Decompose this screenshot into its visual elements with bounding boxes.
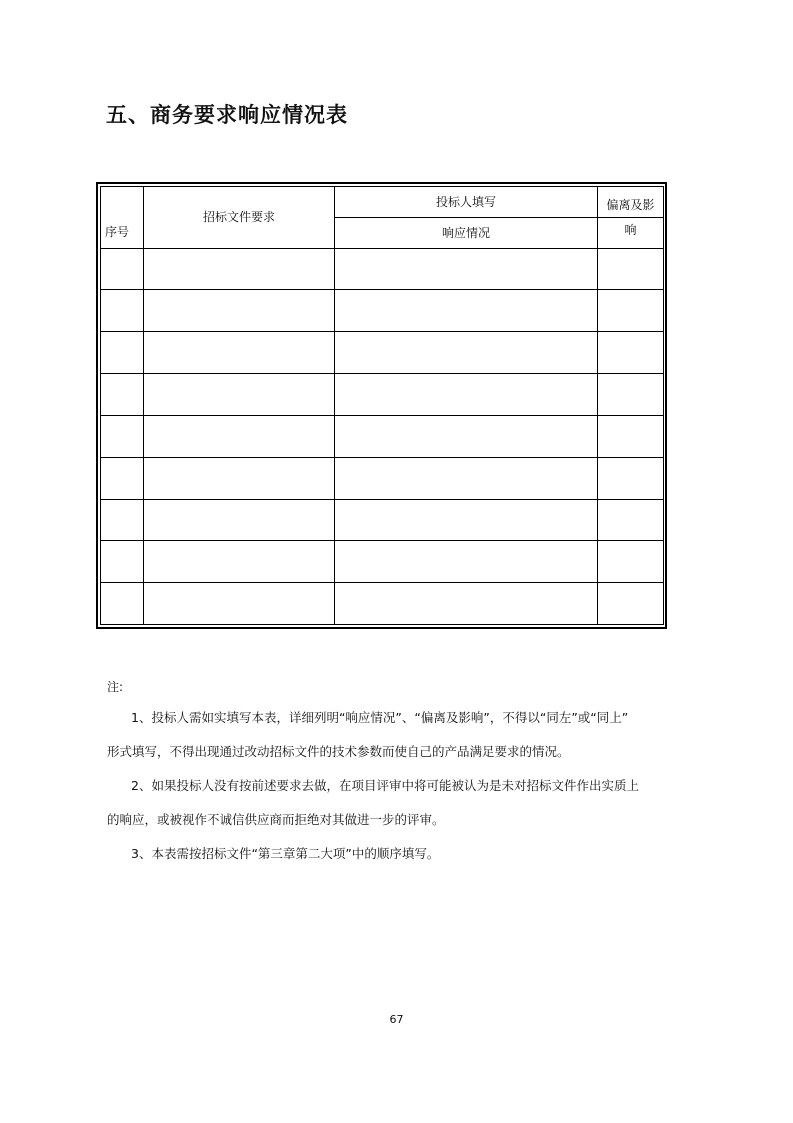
- header-bidder-fill: 投标人填写: [335, 187, 598, 218]
- table-row: [101, 290, 664, 332]
- cell-response[interactable]: [335, 248, 598, 290]
- cell-requirement[interactable]: [144, 541, 335, 583]
- cell-requirement[interactable]: [144, 248, 335, 290]
- note-1-line-2: 形式填写，不得出现通过改动招标文件的技术参数而使自己的产品满足要求的情况。: [107, 744, 570, 759]
- table-row: [101, 541, 664, 583]
- header-response: 响应情况: [335, 217, 598, 248]
- cell-deviation[interactable]: [598, 499, 664, 541]
- header-seq: 序号: [101, 187, 144, 249]
- cell-deviation[interactable]: [598, 332, 664, 374]
- table-row: [101, 415, 664, 457]
- cell-deviation[interactable]: [598, 415, 664, 457]
- cell-requirement[interactable]: [144, 374, 335, 416]
- notes-label: 注:: [107, 680, 124, 694]
- cell-seq[interactable]: [101, 583, 144, 625]
- response-table: [96, 182, 667, 629]
- cell-deviation[interactable]: [598, 583, 664, 625]
- table-row: [101, 332, 664, 374]
- cell-seq[interactable]: [101, 541, 144, 583]
- cell-requirement[interactable]: [144, 583, 335, 625]
- cell-response[interactable]: [335, 457, 598, 499]
- cell-response[interactable]: [335, 332, 598, 374]
- cell-seq[interactable]: [101, 415, 144, 457]
- cell-requirement[interactable]: [144, 332, 335, 374]
- header-requirement: 招标文件要求: [144, 187, 335, 249]
- cell-requirement[interactable]: [144, 499, 335, 541]
- cell-seq[interactable]: [101, 332, 144, 374]
- cell-deviation[interactable]: [598, 248, 664, 290]
- cell-requirement[interactable]: [144, 290, 335, 332]
- cell-deviation[interactable]: [598, 374, 664, 416]
- table-row: [101, 499, 664, 541]
- table-row: [101, 374, 664, 416]
- table-row: [101, 457, 664, 499]
- header-deviation-line1: 偏离及影: [598, 187, 664, 218]
- cell-seq[interactable]: [101, 248, 144, 290]
- cell-deviation[interactable]: [598, 457, 664, 499]
- page-title: 五、商务要求响应情况表: [106, 103, 348, 127]
- cell-deviation[interactable]: [598, 290, 664, 332]
- cell-response[interactable]: [335, 415, 598, 457]
- cell-response[interactable]: [335, 290, 598, 332]
- cell-seq[interactable]: [101, 457, 144, 499]
- page-number: 67: [389, 1013, 404, 1026]
- note-3-line-1: 3、本表需按招标文件“第三章第二大项”中的顺序填写。: [131, 846, 440, 861]
- cell-seq[interactable]: [101, 499, 144, 541]
- response-table-grid: [100, 186, 664, 625]
- header-deviation-line2: 响: [598, 217, 664, 248]
- cell-deviation[interactable]: [598, 541, 664, 583]
- cell-requirement[interactable]: [144, 415, 335, 457]
- cell-requirement[interactable]: [144, 457, 335, 499]
- table-row: [101, 583, 664, 625]
- table-row: [101, 248, 664, 290]
- cell-response[interactable]: [335, 374, 598, 416]
- cell-response[interactable]: [335, 499, 598, 541]
- cell-response[interactable]: [335, 541, 598, 583]
- note-1-line-1: 1、投标人需如实填写本表，详细列明“响应情况”、“偏离及影响”，不得以“同左”或“同上”: [131, 710, 629, 725]
- note-2-line-2: 的响应，或被视作不诚信供应商而拒绝对其做进一步的评审。: [107, 812, 445, 827]
- cell-seq[interactable]: [101, 374, 144, 416]
- note-2-line-1: 2、如果投标人没有按前述要求去做，在项目评审中将可能被认为是未对招标文件作出实质上: [131, 778, 639, 793]
- cell-response[interactable]: [335, 583, 598, 625]
- cell-seq[interactable]: [101, 290, 144, 332]
